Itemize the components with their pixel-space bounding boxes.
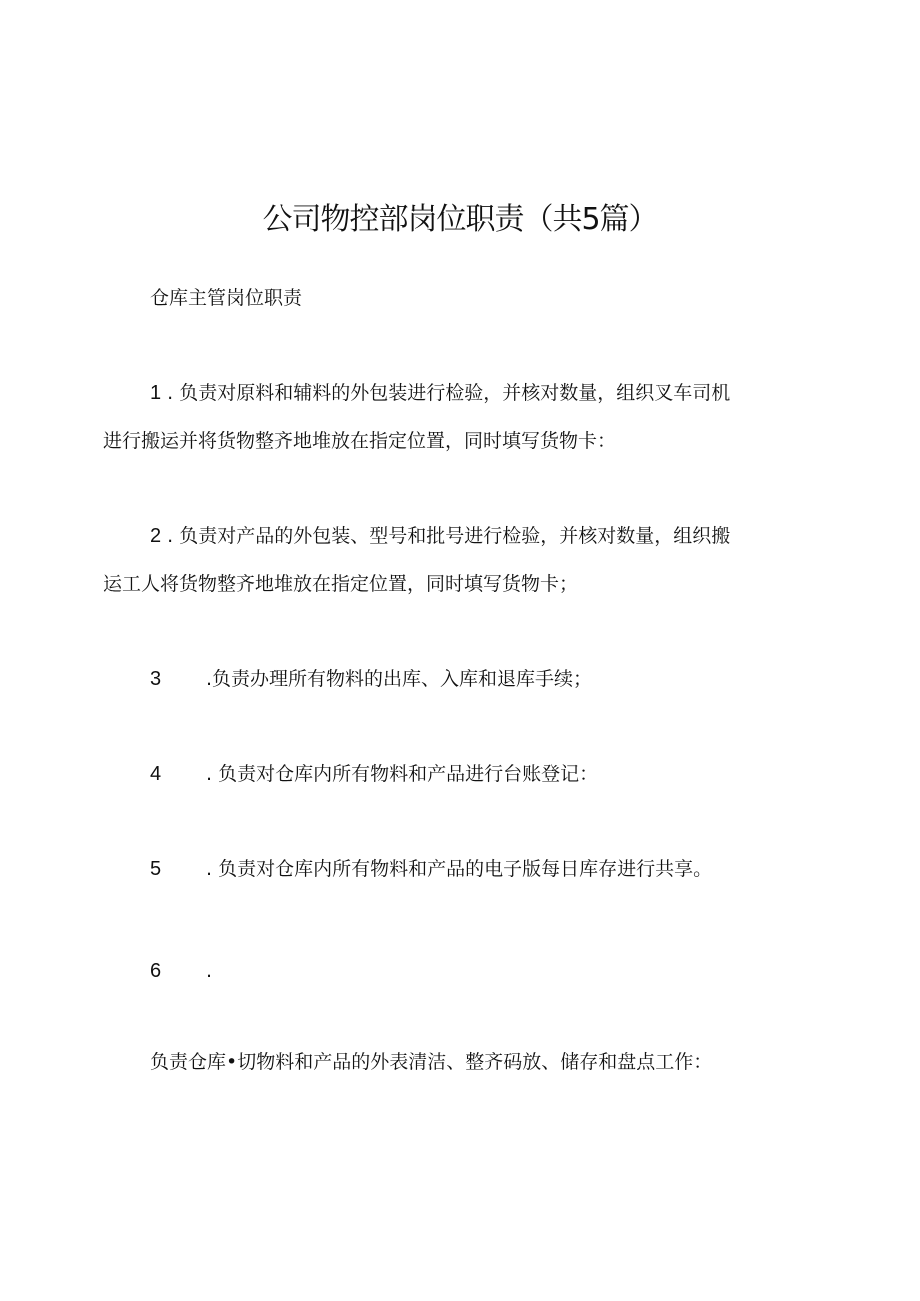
- list-item-text: . 负责对仓库内所有物料和产品的电子版每日库存进行共享。: [206, 858, 713, 880]
- list-item-number: 6: [150, 960, 162, 982]
- list-item: [150, 851, 712, 887]
- section-title: 仓库主管岗位职责: [150, 287, 303, 309]
- list-item: [150, 953, 212, 989]
- list-item-number: 5: [150, 858, 162, 880]
- list-item-text: . 负责对原料和辅料的外包装进行检验，并核对数量，组织叉车司机: [161, 382, 731, 404]
- list-item-continuation: 运工人将货物整齐地堆放在指定位置，同时填写货物卡；: [103, 573, 579, 595]
- list-item-number: 4: [150, 763, 162, 785]
- list-item-number: 1: [150, 382, 162, 404]
- list-item-text: .负责办理所有物料的出库、入库和退库手续；: [206, 668, 593, 690]
- list-item-number: 3: [150, 668, 162, 690]
- list-item: [103, 369, 819, 465]
- list-item-line: [103, 512, 819, 560]
- list-item-line: [103, 369, 819, 417]
- list-item-number: 2: [150, 525, 162, 547]
- list-item-text: . 负责对仓库内所有物料和产品进行台账登记：: [206, 763, 599, 785]
- paragraph: 负责仓库•切物料和产品的外表清洁、整齐码放、储存和盘点工作：: [150, 1051, 713, 1073]
- list-item: [150, 756, 598, 792]
- list-item: [150, 661, 592, 697]
- list-item-continuation: 进行搬运并将货物整齐地堆放在指定位置，同时填写货物卡：: [103, 430, 617, 452]
- list-item-text: . 负责对产品的外包装、型号和批号进行检验，并核对数量，组织搬: [161, 525, 731, 547]
- list-item: [103, 512, 819, 608]
- list-item-text: .: [206, 960, 213, 982]
- document-title: 公司物控部岗位职责（共5篇）: [262, 202, 658, 238]
